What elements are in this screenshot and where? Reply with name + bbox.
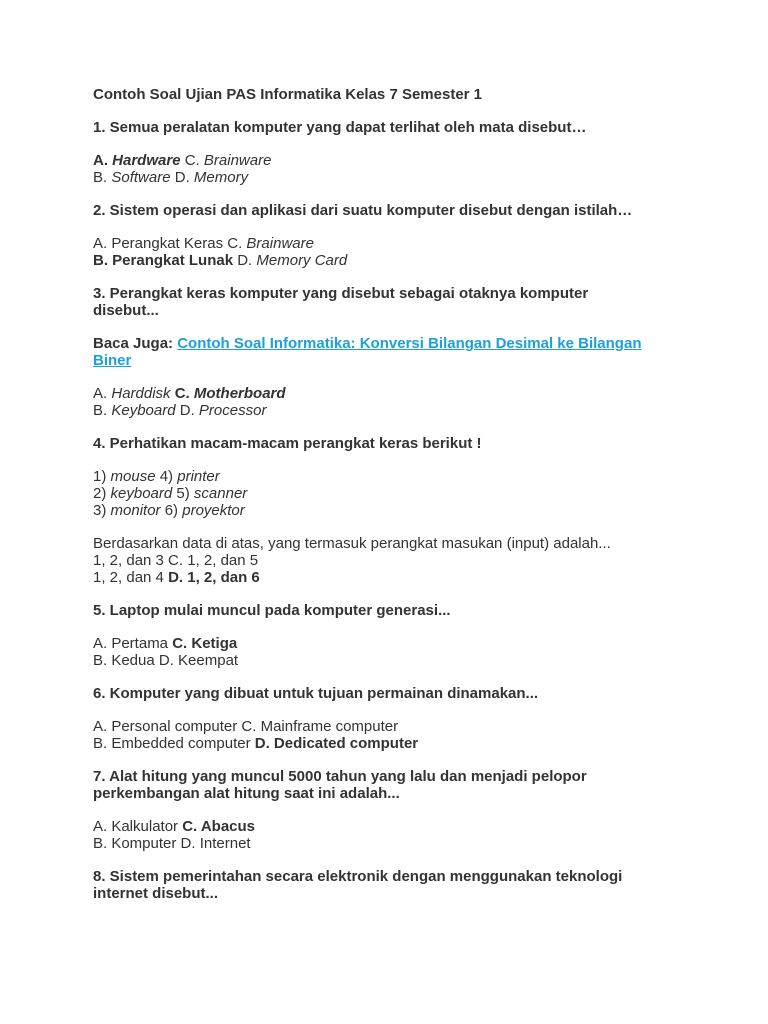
baca-juga-link[interactable]: Contoh Soal Informatika: Konversi Bilangan Desimal ke Bilangan Biner: [93, 335, 642, 369]
q4-stem: Berdasarkan data di atas, yang termasuk perangkat masukan (input) adalah...: [93, 535, 611, 552]
q6-option-plain: B. Embedded computer: [93, 735, 251, 752]
baca-juga-label: Baca Juga:: [93, 335, 174, 352]
q4-option-answer: D. 1, 2, dan 6: [168, 569, 260, 586]
q3-option-a-text: Harddisk: [111, 385, 171, 402]
question-6: 6. Komputer yang dibuat untuk tujuan permainan dinamakan...: [93, 685, 539, 702]
q7-option-answer: C. Abacus: [182, 818, 256, 835]
q4-item-text: printer: [177, 468, 220, 485]
q4-item-row: [93, 468, 693, 485]
q3-option-d-text: Processor: [198, 402, 267, 419]
q3-options-row-1: [93, 385, 693, 402]
question-7: 7. Alat hitung yang muncul 5000 tahun yang lalu dan menjadi pelopor perkembangan alat hitung saat ini adalah...: [93, 768, 587, 802]
q6-options-row-2: [93, 735, 693, 752]
baca-juga: [93, 335, 673, 369]
q3-option-a-letter: A.: [93, 385, 108, 402]
q5-option-plain: A. Pertama: [93, 635, 169, 652]
q3-option-d-letter: D.: [179, 402, 195, 419]
q1-options-row-1: [93, 152, 693, 169]
q3-options-row-2: [93, 402, 693, 419]
q4-item-number: 2): [93, 485, 107, 502]
q7-options-row-2: B. Komputer D. Internet: [93, 835, 251, 852]
q4-item-text: scanner: [193, 485, 248, 502]
q2-option-a-c-text: A. Perangkat Keras C.: [93, 235, 243, 252]
q1-option-c-letter: C.: [184, 152, 200, 169]
q3-option-c-answer: Motherboard: [193, 385, 286, 402]
document-page: [93, 86, 693, 902]
q4-item-text: mouse: [110, 468, 156, 485]
q4-item-text: proyektor: [182, 502, 245, 519]
q1-option-a-letter: A.: [93, 152, 108, 169]
q7-option-plain: A. Kalkulator: [93, 818, 179, 835]
q4-item-row: [93, 502, 693, 519]
question-3: 3. Perangkat keras komputer yang disebut sebagai otaknya komputer disebut...: [93, 285, 589, 319]
document-title: Contoh Soal Ujian PAS Informatika Kelas 7 Semester 1: [93, 86, 483, 103]
q2-options-row-2: [93, 252, 693, 269]
q1-options-row-2: [93, 169, 693, 186]
q4-item-number: 4): [159, 468, 174, 485]
q1-option-a-answer: Hardware: [112, 152, 181, 169]
q1-option-d-letter: D.: [174, 169, 190, 186]
question-2: 2. Sistem operasi dan aplikasi dari suatu komputer disebut dengan istilah…: [93, 202, 633, 219]
q4-item-text: keyboard: [110, 485, 173, 502]
q4-item-row: [93, 485, 693, 502]
q4-item-number: 1): [93, 468, 107, 485]
q1-option-b-letter: B.: [93, 169, 108, 186]
question-5: 5. Laptop mulai muncul pada komputer generasi...: [93, 602, 451, 619]
q5-options-row-2: B. Kedua D. Keempat: [93, 652, 239, 669]
q6-option-answer: D. Dedicated computer: [254, 735, 419, 752]
q4-options-row-1: 1, 2, dan 3 C. 1, 2, dan 5: [93, 552, 259, 569]
q3-option-c-letter: C.: [174, 385, 190, 402]
question-4: 4. Perhatikan macam-macam perangkat keras berikut !: [93, 435, 482, 452]
q1-option-c-text: Brainware: [203, 152, 272, 169]
q1-option-b-text: Software: [111, 169, 171, 186]
q2-options-row-1: [93, 235, 693, 252]
q4-item-number: 5): [176, 485, 190, 502]
q4-item-number: 6): [164, 502, 179, 519]
q4-options-row-2: [93, 569, 693, 586]
q4-item-number: 3): [93, 502, 107, 519]
q2-option-c-text: Brainware: [246, 235, 314, 252]
q1-option-d-text: Memory: [193, 169, 249, 186]
question-1: 1. Semua peralatan komputer yang dapat terlihat oleh mata disebut…: [93, 119, 587, 136]
q3-option-b-letter: B.: [93, 402, 108, 419]
q2-option-d-text: Memory Card: [256, 252, 348, 269]
q4-item-text: monitor: [110, 502, 161, 519]
q5-option-answer: C. Ketiga: [172, 635, 238, 652]
q5-options-row-1: [93, 635, 693, 652]
q2-option-b-answer: B. Perangkat Lunak: [93, 252, 234, 269]
q3-option-b-text: Keyboard: [111, 402, 176, 419]
question-8: 8. Sistem pemerintahan secara elektronik dengan menggunakan teknologi internet disebut...: [93, 868, 623, 902]
q2-option-d-letter: D.: [237, 252, 253, 269]
q7-options-row-1: [93, 818, 693, 835]
q4-option-plain: 1, 2, dan 4: [93, 569, 164, 586]
q6-options-row-1: A. Personal computer C. Mainframe computer: [93, 718, 399, 735]
